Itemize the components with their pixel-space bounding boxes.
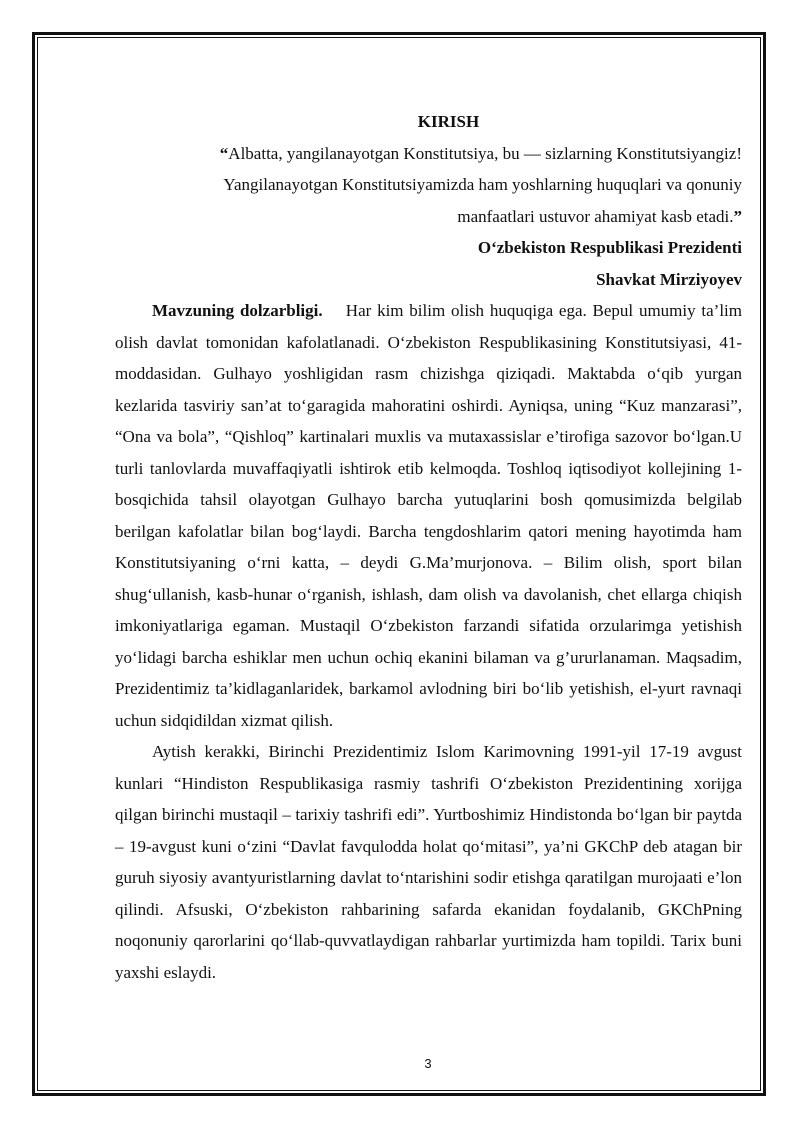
- epigraph-open-quote: “: [219, 143, 229, 163]
- page-title: KIRISH: [417, 112, 480, 131]
- epigraph-close-quote: ”: [733, 206, 742, 226]
- paragraph-relevance-text: Har kim bilim olish huquqiga ega. Bepul umumiy ta’lim olish davlat tomonidan kafolatlanadi. O‘zbekiston Respublikasining Konstitutsiyasi, 41-moddasidan. Gulhayo yoshligidan rasm chizishga qiziqadi. Maktabda o‘qib yurgan kezlarida tasviriy san’at to‘garagida mahoratini oshirdi. Ayniqsa, uning “Kuz manzarasi”, “Ona va bola”, “Qishloq” kartinalari muxlis va mutaxassislar e’tirofiga sazovor bo‘lgan.U turli tanlovlarda muvaffaqiyatli ishtirok etib kelmoqda. Toshloq iqtisodiyot kollejining 1-bosqichida tahsil olayotgan Gulhayo barcha yutuqlarini bosh qomusimizda belgilab berilgan kafolatlar bilan bog‘laydi. Barcha tengdoshlarim qatori mening hayotimda ham Konstitutsiyaning o‘rni katta, – deydi G.Ma’murjonova. – Bilim olish, sport bilan shug‘ullanish, kasb-hunar o‘rganish, ishlash, dam olish va davolanish, chet ellarga chiqish imkoniyatlariga egaman. Mustaqil O‘zbekiston farzandi sifatida orzularimga yetishish yo‘lidagi barcha eshiklar men uchun ochiq ekanini bilaman va g’ururlanaman. Maqsadim, Prezidentimiz ta’kidlaganlaridek, barkamol avlodning biri bo‘lib yetishish, el-yurt ravnaqi uchun sidqidildan xizmat qilish.: [115, 301, 743, 730]
- attribution-name: Shavkat Mirziyoyev: [596, 269, 742, 289]
- epigraph-text-3: manfaatlari ustuvor ahamiyat kasb etadi.: [457, 206, 734, 226]
- epigraph-text-1: Albatta, yangilanayotgan Konstitutsiya, bu — sizlarning Konstitutsiyangiz!: [228, 143, 742, 163]
- document-body: [115, 106, 742, 988]
- page-number: 3: [424, 1056, 432, 1071]
- paragraph-history: Aytish kerakki, Birinchi Prezidentimiz Islom Karimovning 1991-yil 17-19 avgust kunlari “Hindiston Respublikasiga rasmiy tashrifi O‘zbekiston Prezidentining xorijga qilgan birinchi mustaqil – tarixiy tashrifi edi”. Yurtboshimiz Hindistonda bo‘lgan bir paytda – 19-avgust kuni o‘zini “Davlat favqulodda holat qo‘mitasi”, ya’ni GKChP deb atagan bir guruh siyosiy avantyuristlarning davlat to‘ntarishini sodir etishga qaratilgan murojaati e’lon qilindi. Afsuski, O‘zbekiston rahbarining safarda ekanidan foydalanib, GKChPning noqonuniy qarorlarini qo‘llab-quvvatlaydigan rahbarlar yurtimizda ham topildi. Tarix buni yaxshi eslaydi.: [115, 742, 742, 982]
- paragraph-lead-heading: Mavzuning dolzarbligi.: [152, 301, 323, 320]
- epigraph-line-3: [115, 201, 742, 233]
- attribution-title: O‘zbekiston Respublikasi Prezidenti: [477, 238, 742, 257]
- paragraph-relevance: [115, 295, 742, 736]
- epigraph-line-2: Yangilanayotgan Konstitutsiyamizda ham yoshlarning huquqlari va qonuniy: [223, 175, 742, 194]
- epigraph-line-1: [115, 138, 742, 170]
